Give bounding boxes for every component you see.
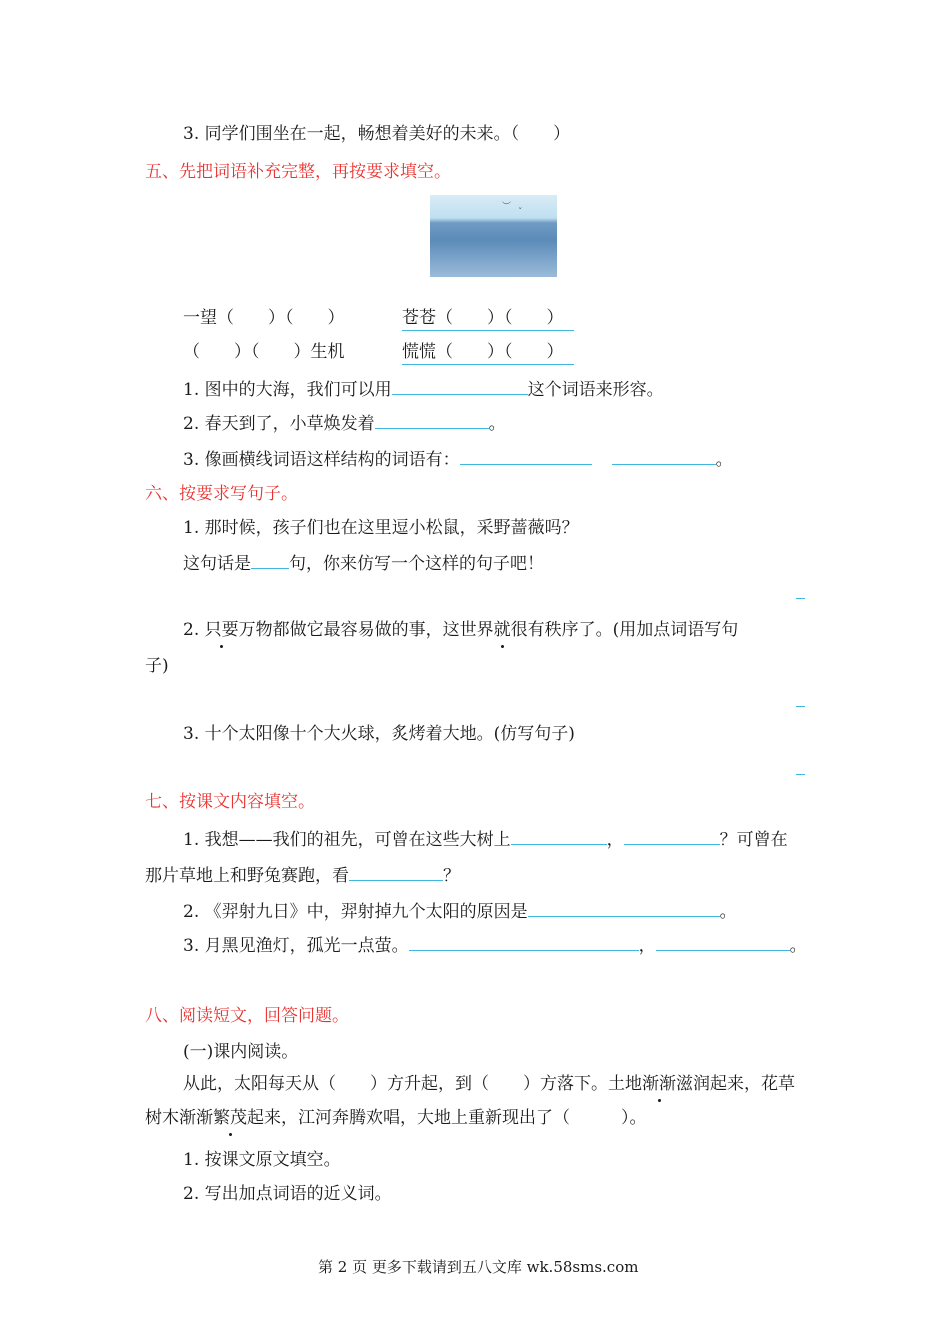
answer-line[interactable] xyxy=(796,706,805,707)
bird-icon: ˇ xyxy=(518,208,523,218)
answer-blank[interactable] xyxy=(392,376,528,395)
word-fill-3: （ ）（ ）生机 xyxy=(183,342,345,362)
answer-blank[interactable] xyxy=(612,446,716,465)
answer-line[interactable] xyxy=(796,598,805,599)
section-8-title: 八、阅读短文，回答问题。 xyxy=(145,1006,349,1026)
reading-passage-line-1: 从此，太阳每天从（ ）方升起，到（ ）方落下。土地渐渐滋润起来，花草 xyxy=(183,1074,795,1094)
answer-blank[interactable] xyxy=(656,932,790,951)
answer-blank[interactable] xyxy=(251,550,289,569)
section-6-item-2-cont: 子) xyxy=(145,656,169,676)
section-6-title: 六、按要求写句子。 xyxy=(145,484,298,504)
answer-blank[interactable] xyxy=(460,446,592,465)
answer-blank[interactable] xyxy=(511,826,607,845)
section-8-question-1: 1. 按课文原文填空。 xyxy=(183,1150,341,1170)
section-6-item-2: 2. 只要万物都做它最容易做的事，这世界就很有秩序了。(用加点词语写句 xyxy=(183,620,739,640)
section-7-title: 七、按课文内容填空。 xyxy=(145,792,315,812)
answer-blank[interactable] xyxy=(528,898,720,917)
section-5-item-1: 1. 图中的大海，我们可以用 这个词语来形容。 xyxy=(183,376,664,402)
word-fill-1: 一望（ ）（ ） xyxy=(183,308,345,328)
bird-icon: ︶ xyxy=(502,202,512,212)
section-6-item-1-prompt: 这句话是 句，你来仿写一个这样的句子吧！ xyxy=(183,550,544,576)
reading-passage-line-2: 树木渐渐繁茂起来，江河奔腾欢唱，大地上重新现出了（ ）。 xyxy=(145,1108,647,1128)
section-5-item-3: 3. 像画横线词语这样结构的词语有： 。 xyxy=(183,446,733,472)
section-5-title: 五、先把词语补充完整，再按要求填空。 xyxy=(145,162,451,182)
answer-blank[interactable] xyxy=(624,826,720,845)
answer-blank[interactable] xyxy=(375,410,489,429)
sea-image xyxy=(430,195,557,277)
word-fill-2: 苍苍（ ）（ ） xyxy=(402,306,574,331)
section-7-item-3: 3. 月黑见渔灯，孤光一点萤。 ， 。 xyxy=(183,932,807,958)
section-7-item-1: 1. 我想——我们的祖先，可曾在这些大树上 ， ？可曾在 xyxy=(183,826,788,852)
section-5-item-2: 2. 春天到了，小草焕发着 。 xyxy=(183,410,506,436)
section-6-item-1: 1. 那时候，孩子们也在这里逗小松鼠，采野蔷薇吗？ xyxy=(183,518,579,538)
question-4-item-3: 3. 同学们围坐在一起，畅想着美好的未来。（ ） xyxy=(183,124,571,144)
section-7-item-2: 2. 《羿射九日》中，羿射掉九个太阳的原因是 。 xyxy=(183,898,737,924)
section-8-question-2: 2. 写出加点词语的近义词。 xyxy=(183,1184,392,1204)
section-8-subtitle: (一)课内阅读。 xyxy=(183,1042,299,1062)
page-footer: 第 2 页 更多下载请到五八文库 wk.58sms.com xyxy=(318,1258,639,1276)
answer-line[interactable] xyxy=(796,774,805,775)
word-fill-4: 慌慌（ ）（ ） xyxy=(402,340,574,365)
section-7-item-1-cont: 那片草地上和野兔赛跑，看 ？ xyxy=(145,862,460,888)
section-6-item-3: 3. 十个太阳像十个大火球，炙烤着大地。(仿写句子) xyxy=(183,724,575,744)
answer-blank[interactable] xyxy=(349,862,443,881)
answer-blank[interactable] xyxy=(409,932,639,951)
